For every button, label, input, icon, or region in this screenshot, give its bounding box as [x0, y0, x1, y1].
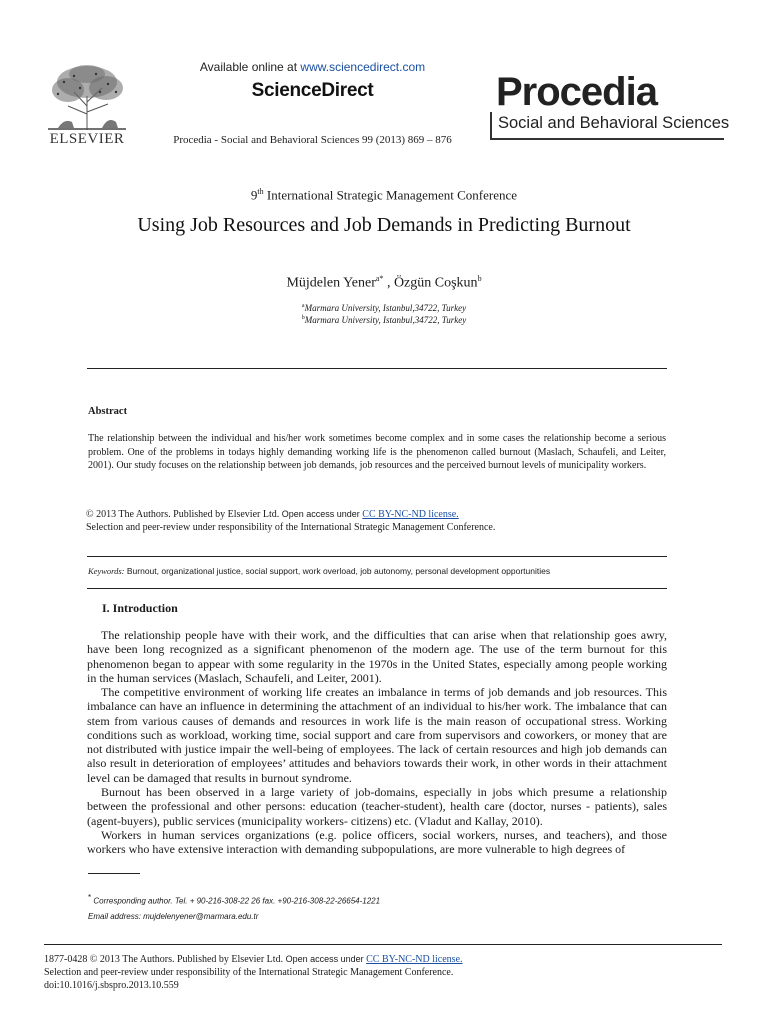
- keywords-text: Burnout, organizational justice, social support, work overload, job autonomy, personal development opportunities: [124, 566, 551, 576]
- section-heading: I. Introduction: [102, 601, 178, 615]
- affiliation-text: Marmara University, Istanbul,34722, Turkey: [304, 315, 467, 325]
- author-separator: ,: [383, 275, 394, 291]
- sciencedirect-logo: ScienceDirect: [251, 80, 374, 101]
- affiliation-mark: a: [301, 303, 305, 309]
- author-1-mark: a*: [375, 274, 384, 283]
- keywords-top-divider: [87, 556, 667, 557]
- paragraph: The relationship people have with their work, and the difficulties that can arise when that relationship goes awry, have been long recognized as a significant phenomenon of the modern age. The use of the term burnout for this phenomenon began to appear with some regularity in the 1970s in the United States, especially among people working in the human services (Maslach, Schaufeli, and Leiter, 2001).: [87, 628, 667, 685]
- procedia-title: Procedia: [496, 70, 657, 114]
- title-divider: [87, 368, 667, 369]
- author-2-mark: b: [477, 274, 482, 283]
- author-2: Özgün Coşkun: [393, 275, 478, 291]
- sciencedirect-url-link[interactable]: www.sciencedirect.com: [300, 60, 426, 74]
- abstract-heading: Abstract: [88, 406, 128, 417]
- footer-open-access-text: Open access under: [285, 954, 367, 964]
- email-footnote: [88, 912, 258, 921]
- available-online: [160, 60, 465, 74]
- journal-reference: Procedia - Social and Behavioral Sciences 99 (2013) 869 – 876: [173, 134, 452, 146]
- corresponding-text: Corresponding author. Tel. + 90-216-308-22 26 fax. +90-216-308-22-26654-1221: [91, 896, 381, 906]
- license-link[interactable]: CC BY-NC-ND license.: [362, 509, 459, 520]
- procedia-subtitle: Social and Behavioral Sciences: [498, 114, 730, 132]
- email-label: Email address:: [88, 912, 144, 921]
- copyright-text: © 2013 The Authors. Published by Elsevier Ltd.: [86, 509, 282, 520]
- publisher-name: ELSEVIER: [49, 131, 125, 147]
- footer-license-link[interactable]: CC BY-NC-ND license.: [366, 954, 463, 965]
- peer-review-line: Selection and peer-review under responsibility of the International Strategic Management Conference.: [86, 522, 496, 533]
- paragraph: Burnout has been observed in a large variety of job-domains, especially in jobs which presume a relationship between the professional and other persons: education (teacher-student), health care (doctor, nurses - patients), sales (agent-buyers), public services (municipality workers- citizens) etc. (Vladut and Kallay, 2010).: [87, 785, 667, 828]
- affiliation-b: [0, 315, 768, 325]
- conference-title: International Strategic Management Conference: [263, 187, 518, 203]
- footnote-divider: [88, 873, 140, 874]
- available-prefix: Available online at: [199, 60, 301, 74]
- paragraph: Workers in human services organizations (e.g. police officers, social workers, nurses, and teachers), and those workers who have extensive interaction with demanding subpopulations, are more vulnerable to high degrees of: [87, 828, 667, 857]
- elsevier-tree-logo: [44, 62, 130, 132]
- paper-title: Using Job Resources and Job Demands in Predicting Burnout: [137, 214, 631, 236]
- issn-copyright-text: 1877-0428 © 2013 The Authors. Published by Elsevier Ltd.: [44, 954, 286, 965]
- doi-line[interactable]: doi:10.1016/j.sbspro.2013.10.559: [44, 980, 179, 991]
- issn-copyright-line: [44, 954, 463, 965]
- conference-ordinal-suffix: th: [257, 187, 264, 196]
- footer-peer-review-line: Selection and peer-review under responsibility of the International Strategic Management Conference.: [44, 967, 454, 978]
- keywords-label: Keywords:: [88, 566, 125, 576]
- author-list: [0, 274, 768, 292]
- conference-ordinal: 9: [250, 187, 258, 203]
- keywords-bottom-divider: [87, 588, 667, 589]
- keywords-line: [88, 566, 550, 576]
- email-address[interactable]: mujdelenyener@marmara.edu.tr: [143, 912, 259, 921]
- footer-divider: [44, 944, 722, 945]
- corresponding-author-footnote: [88, 893, 380, 906]
- author-1: Müjdelen Yener: [286, 275, 376, 291]
- paragraph: The competitive environment of working life creates an imbalance in terms of job demands and job resources. This imbalance can have an influence in determining the attachment of an individual to his/her work. The imbalance that can stem from various causes of demands and resources in work life is the main reason of occupational stress. Working conditions such as workload, working time, social support and care from supervisors and coworkers, or money that are not distributed with justice impair the well-being of employees. The lack of certain resources and high job demands can also result in deterioration of employees’ attitudes and behaviors towards their work, in other words in their attachment level can be damaged that results in burnout syndrome.: [87, 685, 667, 785]
- affiliation-a: [0, 303, 768, 313]
- affiliation-text: Marmara University, Istanbul,34722, Turkey: [304, 303, 467, 313]
- affiliation-mark: b: [301, 315, 305, 321]
- copyright-line: [86, 509, 459, 520]
- footnote-mark: *: [88, 893, 92, 902]
- abstract-text: The relationship between the individual and his/her work sometimes become complex and in some cases the relationship become a serious problem. One of the problems in todays highly demanding working life is the phenomenon called burnout (Maslach, Schaufeli, and Leiter, 2001). Our study focuses on the relationship between job demands, job resources and the perceived burnout levels of municipality workers.: [88, 433, 666, 471]
- open-access-text: Open access under: [281, 509, 363, 519]
- conference-name: [0, 187, 768, 203]
